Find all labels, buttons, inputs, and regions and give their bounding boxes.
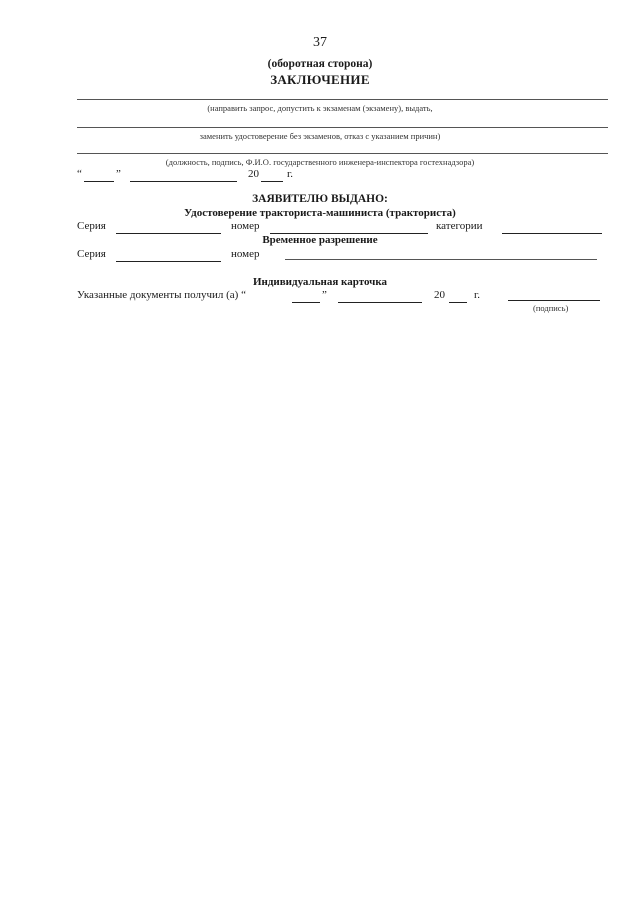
received-month-field xyxy=(338,302,422,303)
temp-series-label: Серия xyxy=(77,248,106,260)
date-open-quote: “ xyxy=(77,168,82,180)
license-series-label: Серия xyxy=(77,220,106,232)
conclusion-line-3 xyxy=(77,153,608,154)
date-day-field xyxy=(84,181,114,182)
license-number-label: номер xyxy=(231,220,260,232)
conclusion-line-1 xyxy=(77,99,608,100)
received-year-field xyxy=(449,302,467,303)
date-year-suffix: г. xyxy=(287,168,294,180)
received-close-quote: ” xyxy=(322,289,327,301)
page-number: 37 xyxy=(313,35,327,50)
license-category-label: категории xyxy=(436,220,483,232)
signature-field xyxy=(508,300,600,301)
received-year-suffix: г. xyxy=(474,289,481,301)
signature-caption: (подпись) xyxy=(533,303,569,313)
date-month-field xyxy=(130,181,237,182)
conclusion-line-2 xyxy=(77,127,608,128)
date-year-field xyxy=(261,181,283,182)
temp-series-field xyxy=(116,261,221,262)
date-year-prefix: 20 xyxy=(248,168,259,180)
issued-heading: ЗАЯВИТЕЛЮ ВЫДАНО: xyxy=(252,193,388,205)
received-day-field xyxy=(292,302,320,303)
page-title: ЗАКЛЮЧЕНИЕ xyxy=(270,72,370,87)
temp-number-label: номер xyxy=(231,248,260,260)
license-heading: Удостоверение тракториста-машиниста (тракториста) xyxy=(184,207,456,219)
caption-3: (должность, подпись, Ф.И.О. государственного инженера-инспектора гостехнадзора) xyxy=(165,157,475,167)
caption-1: (направить запрос, допустить к экзаменам (экзамену), выдать, xyxy=(207,103,433,113)
received-year-prefix: 20 xyxy=(434,289,445,301)
temp-permit-heading: Временное разрешение xyxy=(262,234,378,246)
caption-2: заменить удостоверение без экзаменов, отказ с указанием причин) xyxy=(199,131,441,141)
date-close-quote: ” xyxy=(116,168,121,180)
side-note: (оборотная сторона) xyxy=(267,58,373,70)
temp-number-field xyxy=(285,259,597,260)
card-heading: Индивидуальная карточка xyxy=(252,276,388,288)
received-label: Указанные документы получил (а) “ xyxy=(77,289,246,301)
